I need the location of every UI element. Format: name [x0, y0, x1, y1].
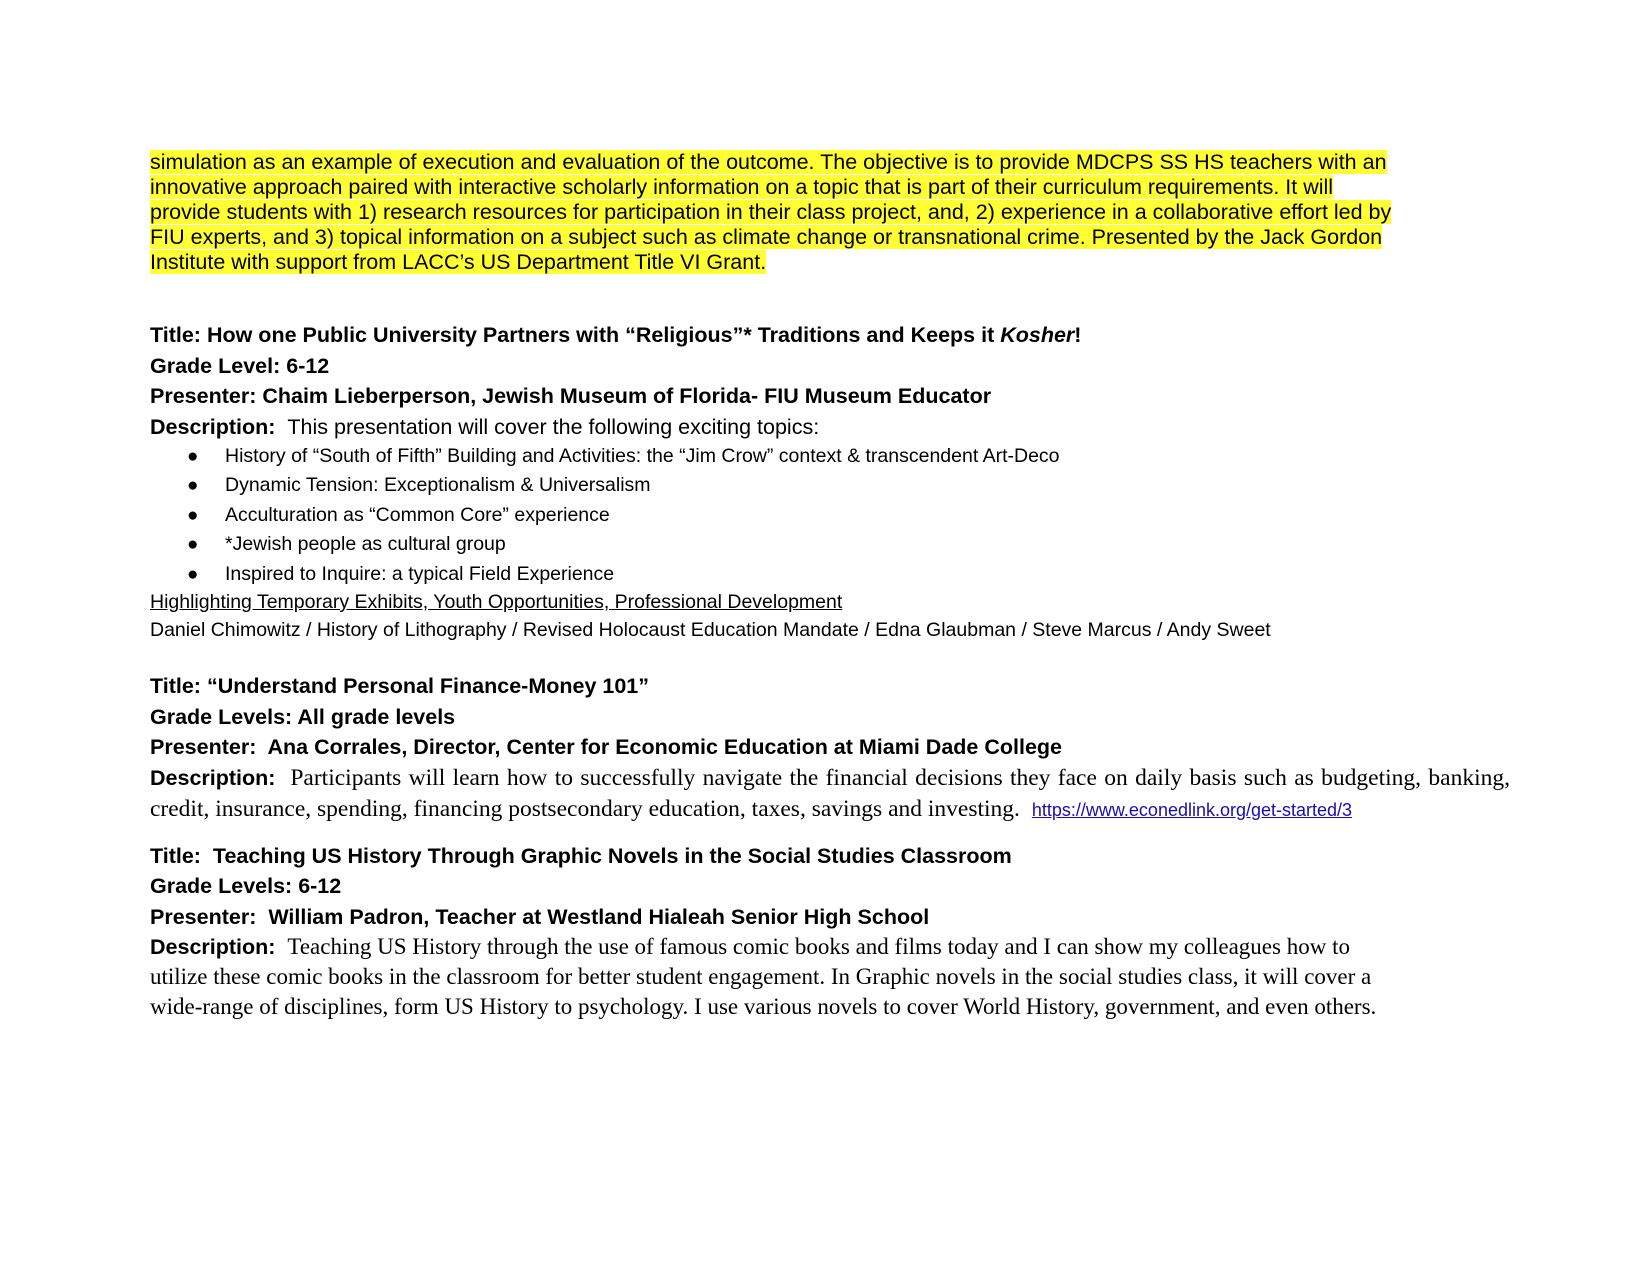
- session-title: [150, 320, 1510, 351]
- grade-value: 6-12: [286, 353, 330, 378]
- presenter-value: William Padron, Teacher at Westland Hialeah Senior High School: [268, 904, 930, 929]
- session-title: [150, 841, 1510, 872]
- topic-text: *Jewish people as cultural group: [225, 533, 506, 555]
- intro-line: simulation as an example of execution and evaluation of the outcome. The objective is to provide MDCPS SS HS teachers with an: [150, 150, 1387, 174]
- grade-level: [150, 351, 1510, 382]
- session-3: [150, 841, 1510, 1023]
- title-end: !: [1074, 323, 1082, 347]
- description-text: This presentation will cover the following exciting topics:: [287, 414, 820, 439]
- description: [150, 932, 1510, 1022]
- list-item: [150, 471, 1510, 501]
- highlights-line: Highlighting Temporary Exhibits, Youth Opportunities, Professional Development: [150, 591, 843, 613]
- description-label: Description:: [150, 765, 276, 790]
- list-item: [150, 560, 1510, 590]
- bullet-icon: ●: [187, 504, 199, 526]
- topic-text: Acculturation as “Common Core” experience: [225, 503, 610, 526]
- grade-label: Grade Level:: [150, 353, 287, 378]
- presenter-label: Presenter:: [150, 735, 268, 759]
- presenter-label: Presenter:: [150, 904, 269, 929]
- presenter-value: Ana Corrales, Director, Center for Economic Education at Miami Dade College: [267, 735, 1063, 759]
- topic-text: Dynamic Tension: Exceptionalism & Universalism: [225, 474, 651, 496]
- presenter: [150, 381, 1510, 412]
- bullet-icon: ●: [187, 534, 199, 555]
- intro-line: innovative approach paired with interactive scholarly information on a topic that is part of their curriculum requirements. It will: [150, 175, 1334, 199]
- intro-line: FIU experts, and 3) topical information on a subject such as climate change or transnational crime. Presented by the Jack Gordon: [150, 225, 1383, 249]
- description-label: Description:: [150, 935, 276, 959]
- description-line: utilize these comic books in the classroom for better student engagement. In Graphic novels in the social studies class, it will cover a: [150, 964, 1372, 989]
- intro-line: Institute with support from LACC’s US Department Title VI Grant.: [150, 250, 767, 274]
- description: [150, 412, 1510, 442]
- title-italic: Kosher: [1000, 323, 1075, 347]
- list-item: [150, 530, 1510, 560]
- intro-paragraph: [150, 150, 1510, 275]
- grade-level: [150, 702, 1510, 733]
- econedlink-link[interactable]: https://www.econedlink.org/get-started/3: [1031, 799, 1353, 820]
- title-text: How one Public University Partners with “Religious”* Traditions and Keeps it: [206, 323, 1001, 347]
- list-item: [150, 501, 1510, 531]
- description-label: Description:: [150, 414, 276, 439]
- presenter-value: Chaim Lieberperson, Jewish Museum of Florida- FIU Museum Educator: [262, 384, 992, 408]
- topic-text: History of “South of Fifth” Building and Activities: the “Jim Crow” context & transcendent Art-Deco: [225, 444, 1060, 467]
- list-item: [150, 442, 1510, 472]
- grade-label: Grade Levels:: [150, 704, 298, 729]
- topic-list: [150, 442, 1510, 590]
- grade-value: All grade levels: [297, 704, 456, 729]
- intro-line: provide students with 1) research resources for participation in their class project, and, 2) experience in a collaborative effort led by: [150, 200, 1392, 224]
- presenter: [150, 732, 1510, 763]
- grade-value: 6-12: [298, 874, 342, 898]
- description-text: Participants will learn how to successfully navigate the financial decisions they face on daily basis such as budgeting, banking, credit, insurance, spending, financing postsecondary education, taxes, savings and investing.: [150, 764, 1510, 822]
- description-line: Teaching US History through the use of famous comic books and films today and I can show my colleagues how to: [287, 934, 1350, 959]
- title-value: Teaching US History Through Graphic Novels in the Social Studies Classroom: [212, 843, 1012, 868]
- presenter: [150, 902, 1510, 933]
- description-line: wide-range of disciplines, form US History to psychology. I use various novels to cover World History, government, and even others.: [150, 994, 1377, 1019]
- topic-text: Inspired to Inquire: a typical Field Experience: [225, 562, 615, 585]
- presenter-label: Presenter:: [150, 384, 263, 408]
- title-label: Title:: [150, 674, 207, 698]
- session-title: [150, 671, 1510, 702]
- document-page: [150, 150, 1510, 1022]
- bullet-icon: ●: [187, 445, 199, 467]
- title-label: Title:: [150, 843, 213, 868]
- title-label: Title:: [150, 323, 207, 347]
- grade-level: [150, 871, 1510, 902]
- bullet-icon: ●: [187, 563, 199, 585]
- names-line: Daniel Chimowitz / History of Lithography / Revised Holocaust Education Mandate / Edna Glaubman / Steve Marcus / Andy Sweet: [150, 618, 1271, 641]
- session-2: [150, 671, 1510, 826]
- title-value: “Understand Personal Finance-Money 101”: [206, 674, 650, 698]
- bullet-icon: ●: [187, 475, 199, 496]
- grade-label: Grade Levels:: [150, 874, 299, 898]
- session-1: [150, 320, 1510, 644]
- description: [150, 763, 1510, 826]
